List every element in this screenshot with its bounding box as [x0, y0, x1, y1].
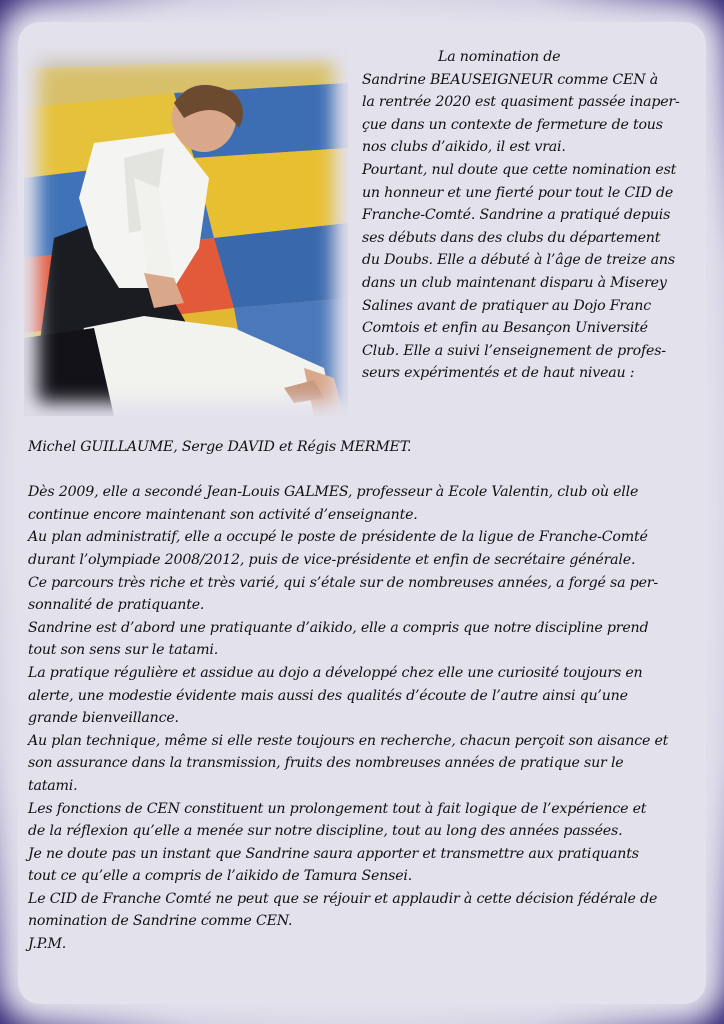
aikido-photo-illustration	[24, 48, 348, 416]
intro-line: Pourtant, nul doute que cette nomination est	[362, 161, 677, 178]
body-line: sonnalité de pratiquante.	[28, 597, 205, 614]
body-line: tout son sens sur le tatami.	[28, 642, 219, 659]
paragraph-gap	[28, 459, 704, 482]
body-line: Dès 2009, elle a secondé Jean-Louis GALMES, professeur à Ecole Valentin, club où elle	[28, 484, 639, 501]
intro-line: nos clubs d’aikido, il est vrai.	[362, 139, 566, 156]
intro-line: Club. Elle a suivi l’enseignement de profes-	[362, 342, 666, 359]
body-line: Je ne doute pas un instant que Sandrine saura apporter et transmettre aux pratiquants	[28, 845, 639, 862]
body-line: continue encore maintenant son activité d’enseignante.	[28, 506, 418, 523]
body-line: de la réflexion qu’elle a menée sur notre discipline, tout au long des années passées.	[28, 823, 623, 840]
intro-line: Franche-Comté. Sandrine a pratiqué depuis	[362, 207, 671, 224]
body-line: Au plan administratif, elle a occupé le poste de présidente de la ligue de Franche-Comté	[28, 529, 648, 546]
aikido-photo	[24, 48, 348, 416]
body-line: La pratique régulière et assidue au dojo a développé chez elle une curiosité toujours en	[28, 664, 643, 681]
body-line: Au plan technique, même si elle reste toujours en recherche, chacun perçoit son aisance et	[28, 732, 669, 749]
intro-line: Sandrine BEAUSEIGNEUR comme CEN à	[362, 71, 658, 88]
intro-line: çue dans un contexte de fermeture de tous	[362, 116, 663, 133]
intro-line: seurs expérimentés et de haut niveau :	[362, 365, 635, 382]
body-line: tout ce qu’elle a compris de l’aikido de Tamura Sensei.	[28, 868, 413, 885]
body-line: Sandrine est d’abord une pratiquante d’aikido, elle a compris que notre discipline prend	[28, 619, 649, 636]
body-line: Le CID de Franche Comté ne peut que se réjouir et applaudir à cette décision fédérale de	[28, 890, 658, 907]
body-line: tatami.	[28, 777, 78, 794]
body-line: alerte, une modestie évidente mais aussi des qualités d’écoute de l’autre ainsi qu’une	[28, 687, 628, 704]
intro-line: du Doubs. Elle a débuté à l’âge de treize ans	[362, 252, 675, 269]
intro-line: Salines avant de pratiquer au Dojo Franc	[362, 297, 651, 314]
intro-line: La nomination de	[438, 49, 561, 65]
intro-column	[362, 46, 698, 385]
main-text	[28, 436, 704, 956]
body-line: Les fonctions de CEN constituent un prolongement tout à fait logique de l’expérience et	[28, 800, 647, 817]
intro-line: ses débuts dans des clubs du département	[362, 229, 661, 246]
intro-line: la rentrée 2020 est quasiment passée inaper-	[362, 94, 680, 111]
intro-line: un honneur et une fierté pour tout le CID de	[362, 184, 674, 201]
signature: J.P.M.	[28, 936, 67, 953]
body-line: grande bienveillance.	[28, 710, 179, 727]
body-line: durant l’olympiade 2008/2012, puis de vice-présidente et enfin de secrétaire générale.	[28, 551, 636, 568]
intro-line: Comtois et enfin au Besançon Université	[362, 320, 648, 337]
body-line: son assurance dans la transmission, fruits des nombreuses années de pratique sur le	[28, 755, 624, 772]
teachers-line: Michel GUILLAUME, Serge DAVID et Régis MERMET.	[28, 439, 412, 455]
body-line: Ce parcours très riche et très varié, qui s’étale sur de nombreuses années, a forgé sa per-	[28, 574, 658, 591]
body-line: nomination de Sandrine comme CEN.	[28, 913, 293, 930]
intro-line: dans un club maintenant disparu à Miserey	[362, 274, 667, 291]
